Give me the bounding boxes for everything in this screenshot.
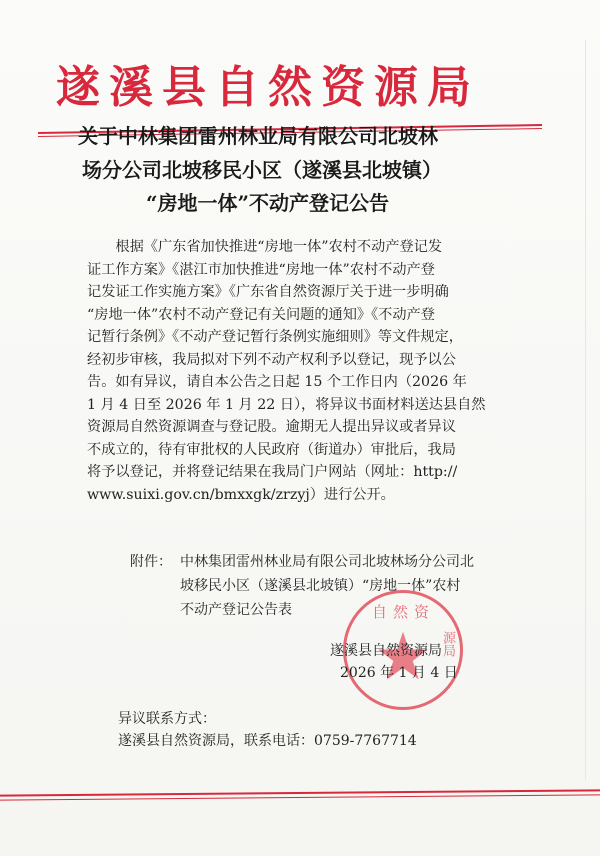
contact-detail: 遂溪县自然资源局，联系电话：0759-7767714 bbox=[118, 733, 417, 749]
body-line: 不成立的，待有审批权的人民政府（街道办）审批后，我局 bbox=[87, 441, 456, 458]
body-line: “房地一体”农村不动产登记有关问题的通知》《不动产登 bbox=[87, 306, 435, 323]
attachment-line: 坡移民小区（遂溪县北坡镇）“房地一体”农村 bbox=[180, 578, 461, 594]
attachment-label: 附件： bbox=[130, 554, 172, 570]
attachment-description bbox=[180, 550, 530, 622]
seal-side-text: 源局 bbox=[440, 631, 455, 657]
body-line: 资源局自然资源调查与登记股。逾期无人提出异议或者异议 bbox=[87, 419, 456, 435]
notice-title-line-2: 场分公司北坡移民小区（遂溪县北坡镇） bbox=[82, 158, 442, 182]
contact-label: 异议联系方式： bbox=[118, 711, 216, 727]
notice-body bbox=[87, 236, 527, 506]
notice-title-line-3: “房地一体”不动产登记公告 bbox=[146, 191, 390, 215]
signer-name: 遂溪县自然资源局 bbox=[330, 643, 442, 659]
masthead-issuer: 遂溪县自然资源局 bbox=[56, 62, 480, 113]
body-line: www.suixi.gov.cn/bmxxgk/zrzyj）进行公开。 bbox=[87, 486, 395, 503]
body-line: 经初步审核，我局拟对下列不动产权利予以登记，现予以公 bbox=[87, 351, 456, 368]
body-line: 1 月 4 日至 2026 年 1 月 22 日），将异议书面材料送达县自然 bbox=[87, 396, 486, 413]
body-line: 将予以登记，并将登记结果在我局门户网站（网址：http:// bbox=[87, 464, 458, 480]
attachment-line: 中林集团雷州林业局有限公司北坡林场分公司北 bbox=[180, 554, 474, 570]
notice-title-line-1: 关于中林集团雷州林业局有限公司北坡林 bbox=[78, 124, 438, 148]
body-line: 根据《广东省加快推进“房地一体”农村不动产登记发 bbox=[87, 239, 443, 255]
seal-top-text: 自然资 bbox=[372, 603, 436, 621]
body-line: 记发证工作实施方案》《广东省自然资源厅关于进一步明确 bbox=[87, 284, 449, 300]
signature-date: 2026 年 1 月 4 日 bbox=[340, 665, 458, 681]
body-line: 告。如有异议，请自本公告之日起 15 个工作日内（2026 年 bbox=[87, 374, 467, 390]
body-line: 记暂行条例》《不动产登记暂行条例实施细则》等文件规定， bbox=[87, 329, 463, 345]
attachment-line: 不动产登记公告表 bbox=[180, 602, 292, 618]
contact-section bbox=[118, 708, 417, 752]
page-edge-shadow bbox=[585, 40, 586, 780]
body-line: 证工作方案》《湛江市加快推进“房地一体”农村不动产登 bbox=[87, 261, 435, 278]
